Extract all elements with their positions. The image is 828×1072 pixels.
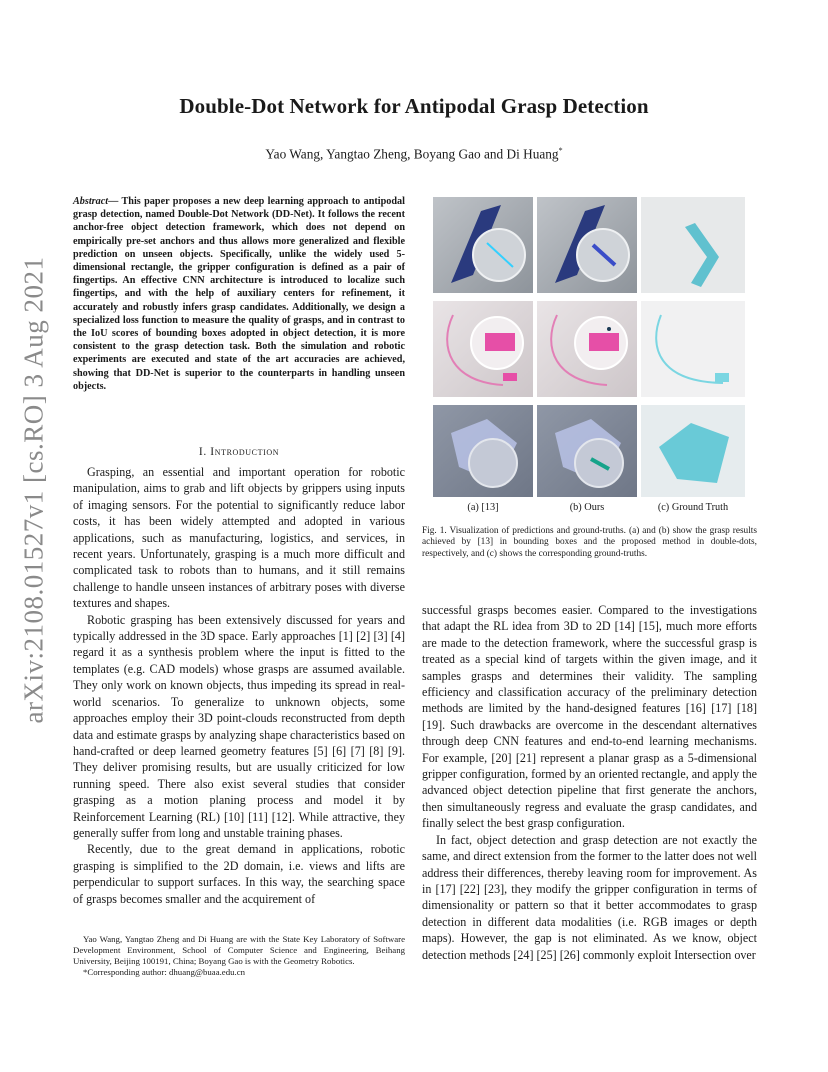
arxiv-id: arXiv:2108.01527v1 [cs.RO] 3 Aug 2021 xyxy=(18,256,49,724)
paper-title: Double-Dot Network for Antipodal Grasp Detection xyxy=(179,94,649,118)
paragraph: Robotic grasping has been extensively discussed for years and typically addressed in the 3D space. Early approaches [1] [2] [3] [4] regard it as a synthesis problem where the input is fitted to the templates (e.g. CAD models) whose grasps are assumed available. They only work on known objects, thus impeding its spread in real-world scenarios. To generalize to unknown objects, some approaches employ their 3D point-clouds reconstructed from depth data and estimate grasps by analyzing shape characteristics based on hand-crafted or deep learned geometry features [5] [6] [7] [8] [9]. They deliver promising results, but are usually criticized for low running speed. There also exist several studies that consider grasping as a motion planing process and model it by Reinforcement Learning (RL) [10] [11] [12]. While attractive, they generally suffer from long and unstable training phases. xyxy=(73,612,405,840)
corresponding-mark: * xyxy=(558,146,563,155)
arxiv-sidebar xyxy=(12,256,56,724)
affiliation-footnote: Yao Wang, Yangtao Zheng and Di Huang are with the State Key Laboratory of Software Development Environment, School of Computer Science and Engineering, Beihang University, Beijing 100191, China; Boyang Gao is with the Geometry Robotics. xyxy=(73,934,405,966)
figure-caption: Fig. 1. Visualization of predictions and ground-truths. (a) and (b) show the grasp results achieved by [13] in bounding boxes and the proposed method in double-dots, respectively, and (c) shows the corresponding ground-truths. xyxy=(422,526,757,559)
intro-right-column xyxy=(422,602,757,963)
abstract-label: Abstract xyxy=(73,196,109,207)
paragraph: successful grasps becomes easier. Compared to the investigations that adapt the RL idea from 3D to 2D [14] [15], much more efforts are made to the detection framework, where the successful grasp is treated as a special kind of targets within the given image, and it samples grasps and determines their validity. The sampling efficiency and classification accuracy of the preliminary detection methods are limited by the hand-designed features [16] [17] [18] [19]. Such drawbacks are overcome in the descendant alternatives through deep CNN features and end-to-end learning mechanisms. For example, [20] [21] represent a planar grasp as a 5-dimensional gripper configuration, formed by an oriented rectangle, and apply the advanced object detection pipeline that first generate the anchors, then simultaneously regress and evaluate the grasp candidates, and finally select the best grasp configuration. xyxy=(422,603,757,831)
footnotes xyxy=(73,934,405,978)
image-row-3 xyxy=(433,405,745,497)
abstract xyxy=(73,195,405,393)
image-row-2 xyxy=(433,301,745,397)
author-list xyxy=(0,146,828,162)
intro-left-column xyxy=(73,464,405,907)
figure-1 xyxy=(433,197,745,497)
paragraph: In fact, object detection and grasp detection are not exactly the same, and direct extension from the former to the latter does not well address their differences, thereby leaving room for improvement. As in [17] [22] [23], they modify the gripper configuration in terms of dimensionality or pattern so that it better accommodates to grasp detection in different data modalities (i.e. RGB images or depth maps). However, the gap is not eliminated. As we know, object detection methods [24] [25] [26] commonly exploit Intersection over xyxy=(422,832,757,962)
paragraph: Grasping, an essential and important operation for robotic manipulation, aims to grab and lift objects by grippers using inputs of imaging sensors. For the potential to significantly reduce labor costs, it has been widely attempted and adopted in various applications, such as manufacturing, logistics, and services, in recent years. Unfortunately, grasping is a much more difficult and complicated task to robots than to humans, and it still remains challenge to handle unseen instances of arbitrary poses with diverse textures and shapes. xyxy=(73,465,405,611)
abstract-text: This paper proposes a new deep learning approach to antipodal grasp detection, named Double-Dot Network (DD-Net). It follows the recent anchor-free object detection framework, which does not depend on empirically pre-set anchors and thus allows more generalized and flexible prediction on unseen objects. Specifically, unlike the widely used 5-dimensional rectangle, the gripper configuration is defined as a pair of fingertips. An effective CNN architecture is introduced to localize such fingertips, and with the help of auxiliary centers for refinement, it accurately and robustly infers grasp candidates. Additionally, we design a specialized loss function to measure the quality of grasps, and in contrast to the IoU scores of bounding boxes adopted in object detection, it is more consistent to the grasp detection task. Both the simulation and robotic experiments are executed and state of the art accuracies are achieved, showing that DD-Net is superior to the counterparts in handling unseen objects. xyxy=(73,196,405,392)
author-names: Yao Wang, Yangtao Zheng, Boyang Gao and Di Huang xyxy=(265,146,559,162)
section-number: I. xyxy=(198,446,207,458)
subcaption-c: (c) Ground Truth xyxy=(657,502,729,513)
section-title: Introduction xyxy=(210,446,280,458)
image-row-1 xyxy=(433,197,745,293)
paragraph: Recently, due to the great demand in applications, robotic grasping is simplified to the 2D domain, i.e. views and lifts are perpendicular to support surfaces. In this way, the searching space of grasps becomes smaller and the acquirement of xyxy=(73,842,405,906)
section-heading xyxy=(73,446,405,458)
abstract-dash: — xyxy=(108,196,122,207)
figure-image-grid xyxy=(433,197,745,497)
subcaption-b: (b) Ours xyxy=(569,502,605,513)
subcaption-a: (a) [13] xyxy=(467,502,499,513)
corresponding-footnote: *Corresponding author: dhuang@buaa.edu.cn xyxy=(83,967,246,977)
